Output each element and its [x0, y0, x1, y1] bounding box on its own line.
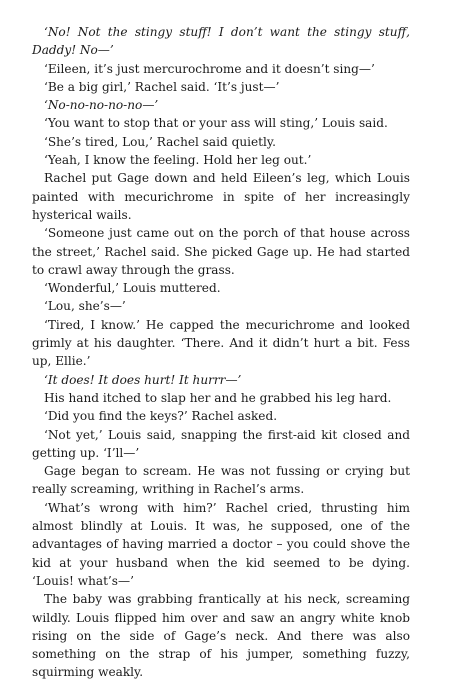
paragraph: ‘Lou, she’s—’ — [44, 299, 126, 314]
paragraph: ‘No-no-no-no-no—’ — [44, 98, 159, 113]
paragraph: ‘Wonderful,’ Louis muttered. — [44, 281, 221, 296]
paragraph: ‘Not yet,’ Louis said, snapping the first-aid kit closed and getting up. ‘I’ll—’ — [32, 427, 410, 460]
paragraph: ‘Tired, I know.’ He capped the mecurichrome and looked grimly at his daughter. ‘There. And it didn’t hurt a bit. Fess up, Ellie.’ — [32, 317, 410, 369]
paragraph: ‘Someone just came out on the porch of that house across the street,’ Rachel said. She picked Gage up. He had started to crawl away through the grass. — [32, 226, 410, 277]
book-page — [32, 23, 410, 682]
paragraph: ‘It does! It does hurt! It hurrr—’ — [44, 372, 242, 387]
paragraph: ‘You want to stop that or your ass will sting,’ Louis said. — [44, 116, 388, 131]
paragraph: ‘No! Not the stingy stuff! I don’t want the stingy stuff, Daddy! No—’ — [32, 25, 410, 58]
paragraph: His hand itched to slap her and he grabbed his leg hard. — [44, 390, 392, 405]
paragraph: Rachel put Gage down and held Eileen’s leg, which Louis painted with mecurichrome in spite of her increasingly hysterical wails. — [32, 171, 410, 222]
paragraph: ‘Did you find the keys?’ Rachel asked. — [44, 409, 278, 424]
paragraph: The baby was grabbing frantically at his neck, screaming wildly. Louis flipped him over and saw an angry white knob rising on the side of Gage’s neck. And there was also something on the strap of his jumper, something fuzzy, squirming weakly. — [32, 592, 410, 680]
paragraph: Gage began to scream. He was not fussing or crying but really screaming, writhing in Rachel’s arms. — [32, 464, 410, 497]
paragraph: ‘Be a big girl,’ Rachel said. ‘It’s just—’ — [44, 79, 280, 94]
paragraph: ‘Eileen, it’s just mercurochrome and it doesn’t sing—’ — [44, 61, 375, 76]
paragraph: ‘What’s wrong with him?’ Rachel cried, thrusting him almost blindly at Louis. It was, he supposed, one of the advantages of having married a doctor – you could shove the kid at your husband when the kid seemed to be dying. ‘Louis! what’s—’ — [32, 500, 410, 588]
paragraph: ‘Yeah, I know the feeling. Hold her leg out.’ — [44, 153, 312, 168]
paragraph: ‘She’s tired, Lou,’ Rachel said quietly. — [44, 134, 276, 149]
